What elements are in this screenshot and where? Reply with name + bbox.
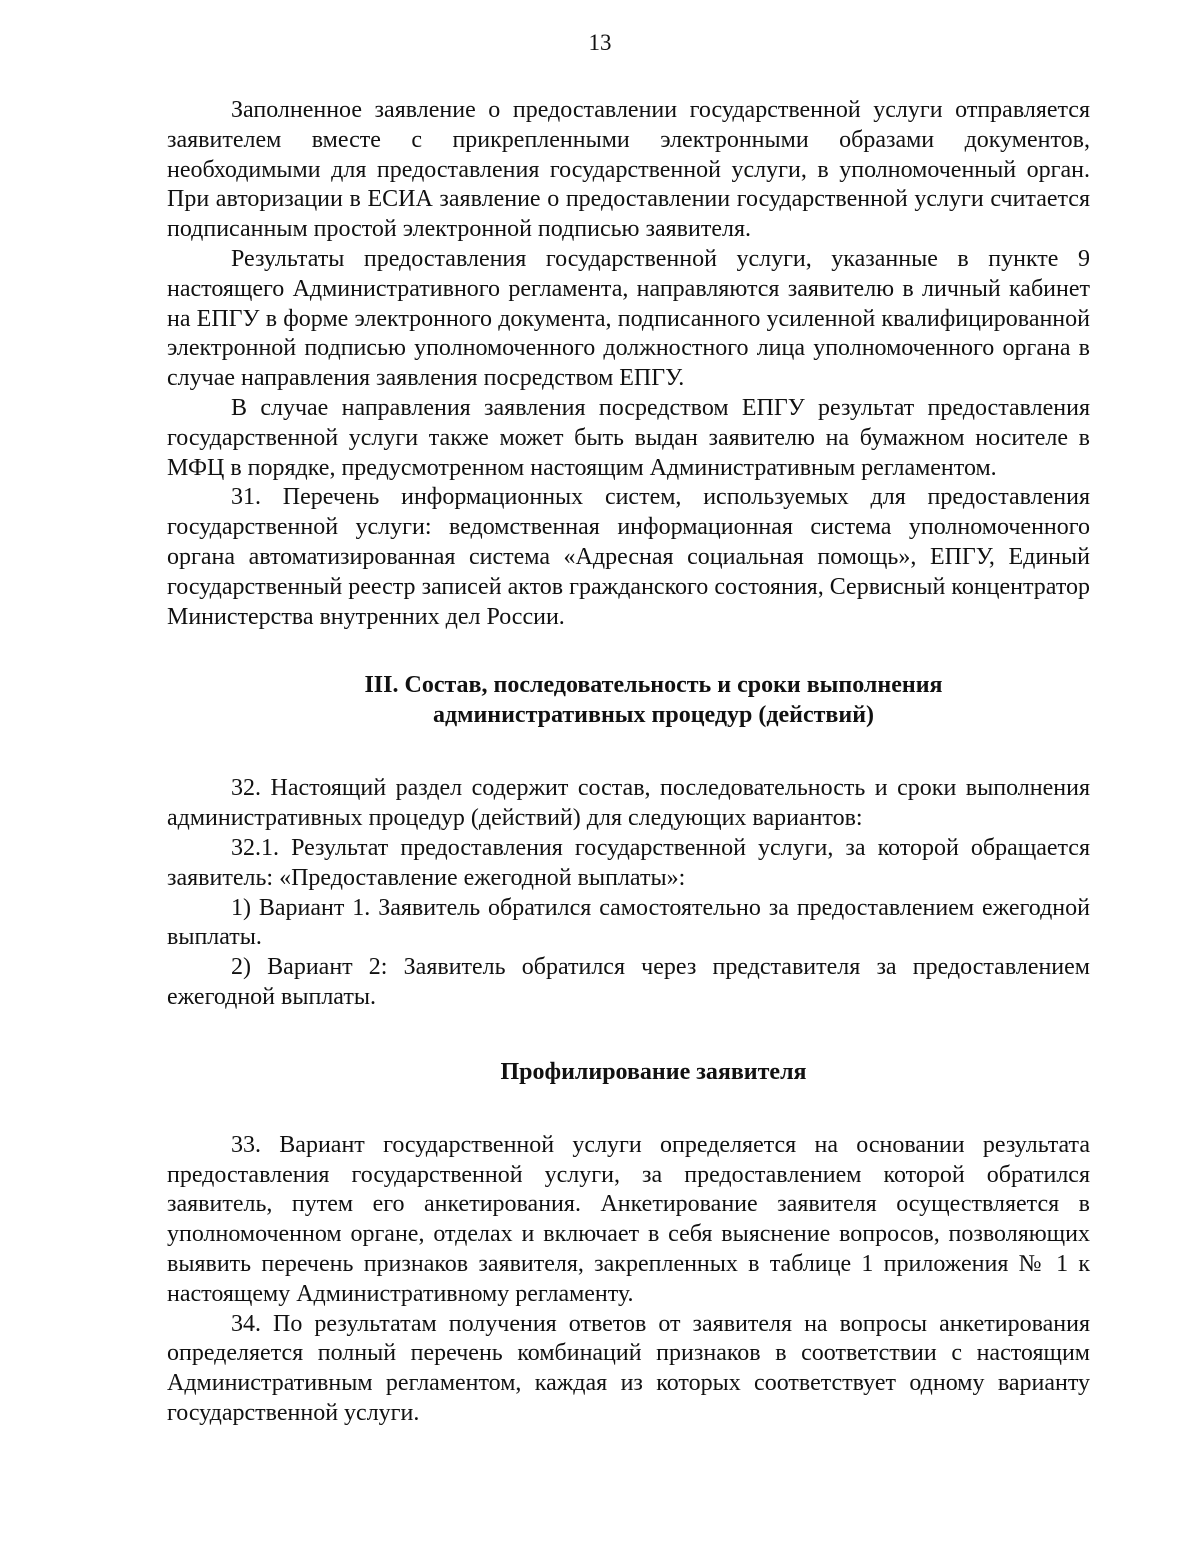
paragraph-results-delivery: Результаты предоставления государственной услуги, указанные в пункте 9 настоящего Административного регламента, направляются заявителю в личный кабинет на ЕПГУ в форме электронного документа, подписанного усиленной квалифицированной электронной подписью уполномоченного должностного лица уполномоченного органа в случае направления заявления посредством ЕПГУ. — [167, 245, 1090, 392]
page-number: 13 — [588, 30, 612, 55]
paragraph-31-information-systems: 31. Перечень информационных систем, используемых для предоставления государственной услуги: ведомственная информационная система уполномоченного органа автоматизированная система «Адресная социальная помощь», ЕПГУ, Единый государственный реестр записей актов гражданского состояния, Сервисный концентратор Министерства внутренних дел России. — [167, 484, 1090, 630]
section-heading-line-1: III. Состав, последовательность и сроки выполнения — [364, 672, 943, 699]
paragraph-33-variant-determination: 33. Вариант государственной услуги определяется на основании результата предоставления государственной услуги, за предоставлением которой обратился заявитель, путем его анкетирования. Анкетирование заявителя осуществляется в уполномоченном органе, отделах и включает в себя выяснение вопросов, позволяющих выявить перечень признаков заявителя, закрепленных в таблице 1 приложения № 1 к настоящему Административному регламенту. — [167, 1131, 1090, 1307]
paragraph-32-1-result: 32.1. Результат предоставления государственной услуги, за которой обращается заявитель: «Предоставление ежегодной выплаты»: — [167, 834, 1090, 891]
section-heading-line-2: административных процедур (действий) — [432, 702, 875, 729]
paragraph-32-section-content: 32. Настоящий раздел содержит состав, последовательность и сроки выполнения административных процедур (действий) для следующих вариантов: — [167, 775, 1090, 832]
list-item-variant-2: 2) Вариант 2: Заявитель обратился через представителя за предоставлением ежегодной выплаты. — [167, 954, 1090, 1010]
paragraph-application-submission: Заполненное заявление о предоставлении государственной услуги отправляется заявителем вместе с прикрепленными электронными образами документов, необходимыми для предоставления государственной услуги, в уполномоченный орган. При авторизации в ЕСИА заявление о предоставлении государственной услуги считается подписанным простой электронной подписью заявителя. — [167, 97, 1090, 243]
list-item-variant-1: 1) Вариант 1. Заявитель обратился самостоятельно за предоставлением ежегодной выплаты. — [167, 894, 1090, 951]
section-heading-iii — [167, 670, 1090, 730]
paragraph-paper-result: В случае направления заявления посредством ЕПГУ результат предоставления государственной услуги также может быть выдан заявителю на бумажном носителе в МФЦ в порядке, предусмотренном настоящим Административным регламентом. — [167, 394, 1090, 481]
document-body — [167, 96, 1090, 1429]
paragraph-34-combinations: 34. По результатам получения ответов от заявителя на вопросы анкетирования определяется полный перечень комбинаций признаков в соответствии с настоящим Административным регламентом, каждая из которых соответствует одному варианту государственной услуги. — [167, 1310, 1090, 1426]
subsection-heading-profiling: Профилирование заявителя — [500, 1058, 807, 1085]
